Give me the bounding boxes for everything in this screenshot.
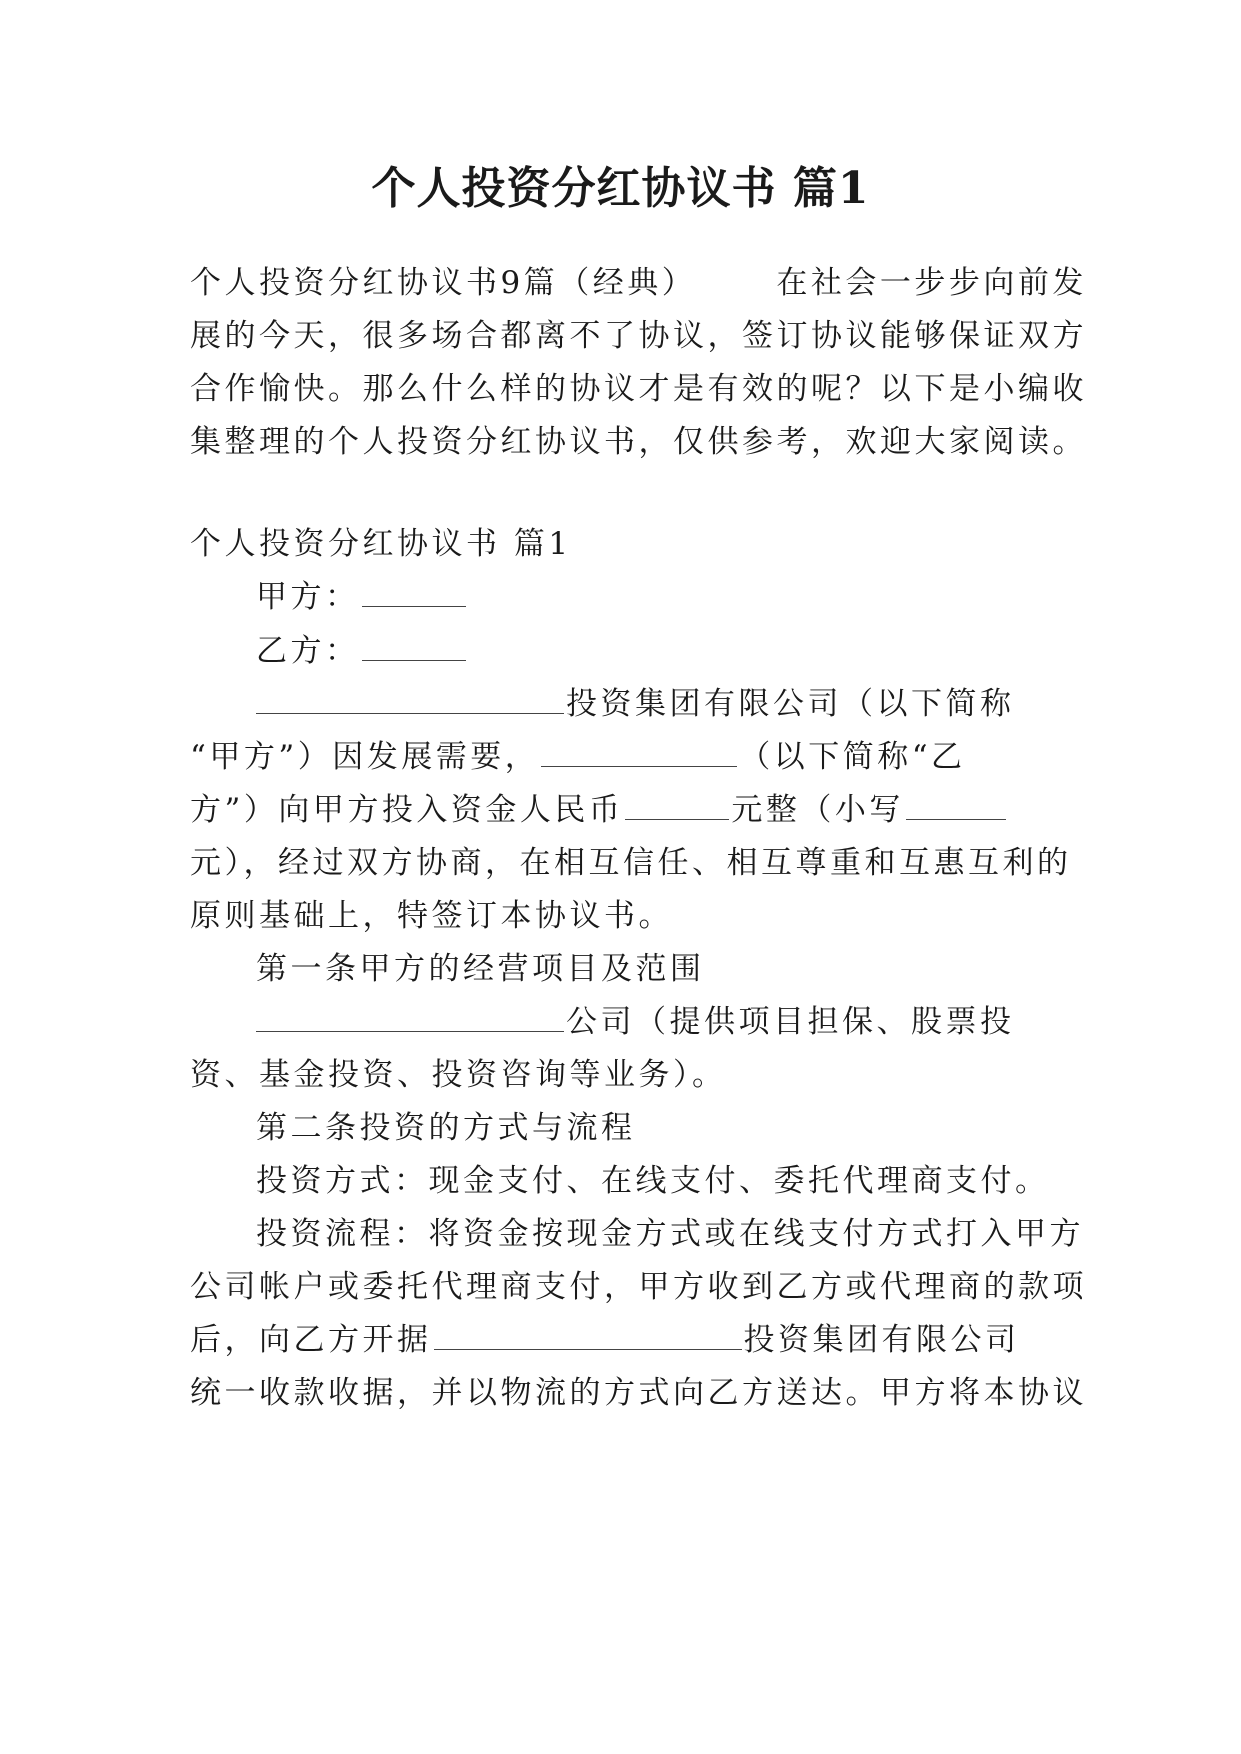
- article2-flow-line-2: 公司帐户或委托代理商支付，甲方收到乙方或代理商的款项: [190, 1269, 1087, 1305]
- party-b-label: 乙方：: [256, 633, 360, 669]
- article2-method: 投资方式：现金支付、在线支付、委托代理商支付。: [256, 1163, 1050, 1199]
- article2-flow-line-1: 投资流程：将资金按现金方式或在线支付方式打入甲方: [256, 1216, 1084, 1252]
- para1-line-2: [190, 728, 1060, 786]
- article1-line-2: 资、基金投资、投资咨询等业务）。: [190, 1057, 727, 1093]
- article2-flow-line-3-text-a: 后，向乙方开据: [190, 1322, 432, 1358]
- article2-flow-line-3-text-b: 投资集团有限公司: [743, 1322, 1020, 1358]
- para1-line-3-text-a: 方”）向甲方投入资金人民币: [190, 792, 624, 828]
- intro-line-4: 集整理的个人投资分红协议书，仅供参考，欢迎大家阅读。: [190, 424, 1087, 460]
- para1-line-1: [256, 675, 1060, 733]
- intro-line-3: 合作愉快。那么什么样的协议才是有效的呢？以下是小编收: [190, 371, 1087, 407]
- company-blank-2[interactable]: [256, 997, 564, 1032]
- para1-line-5: 原则基础上，特签订本协议书。: [190, 898, 673, 934]
- para1-line-4: 元），经过双方协商，在相互信任、相互尊重和互惠互利的: [190, 845, 1072, 881]
- party-b-line: [256, 622, 1060, 680]
- intro-line-1: 个人投资分红协议书9篇（经典） 在社会一步步向前发: [190, 265, 1087, 301]
- company-blank-3[interactable]: [434, 1315, 742, 1350]
- document-title: 个人投资分红协议书 篇1: [371, 163, 870, 214]
- amount-words-blank[interactable]: [625, 785, 729, 820]
- amount-number-blank[interactable]: [906, 785, 1006, 820]
- party-a-line: [256, 568, 1060, 626]
- article1-line-1-text: 公司（提供项目担保、股票投: [566, 1004, 1015, 1040]
- para1-line-2-text-a: “甲方”）因发展需要，: [190, 739, 540, 775]
- para1-line-3: [190, 781, 1060, 839]
- para1-line-1-text: 投资集团有限公司（以下简称: [566, 686, 1015, 722]
- intro-line-2: 展的今天，很多场合都离不了协议，签订协议能够保证双方: [190, 318, 1087, 354]
- party-b-name-blank[interactable]: [541, 732, 737, 767]
- party-a-blank[interactable]: [362, 572, 466, 607]
- article2-flow-line-3: [190, 1311, 1060, 1369]
- article1-heading: 第一条甲方的经营项目及范围: [256, 951, 705, 987]
- section-heading: 个人投资分红协议书 篇1: [190, 526, 572, 562]
- article1-line-1: [256, 993, 1060, 1051]
- article2-heading: 第二条投资的方式与流程: [256, 1110, 636, 1146]
- party-a-label: 甲方：: [256, 579, 360, 615]
- para1-line-2-text-b: （以下简称“乙: [739, 739, 966, 775]
- company-name-blank[interactable]: [256, 679, 564, 714]
- party-b-blank[interactable]: [362, 626, 466, 661]
- article2-flow-line-4: 统一收款收据，并以物流的方式向乙方送达。甲方将本协议: [190, 1375, 1087, 1411]
- para1-line-3-text-b: 元整（小写: [731, 792, 904, 828]
